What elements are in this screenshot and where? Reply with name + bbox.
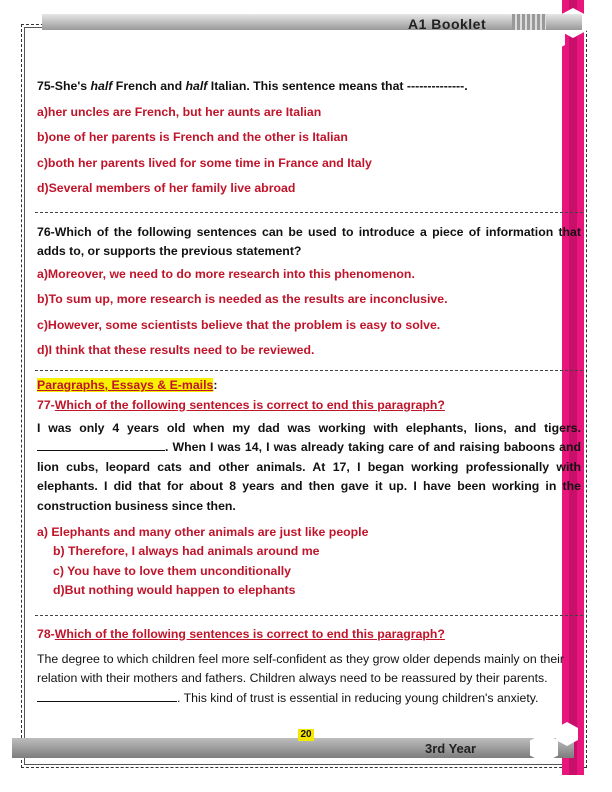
q75-stem: Italian. This sentence means that --------------.	[207, 79, 468, 93]
q78-paragraph-text: . This kind of trust is essential in reducing young children's anxiety.	[177, 690, 539, 705]
q77-paragraph-text: . When I was 14, I was already taking care of and raising baboons and lion cubs, leopard cats and other animals. At 17, I began working professionally with elephants. I did that for about 8 years and then gave it up. I have been working in the construction business since then.	[37, 440, 581, 514]
q78-stem: Which of the following sentences is correct to end this paragraph?	[54, 626, 445, 641]
q77-paragraph	[37, 419, 581, 517]
question-78	[37, 624, 581, 644]
q77-paragraph-text: I was only 4 years old when my dad was working with elephants, lions, and tigers.	[37, 420, 581, 435]
q77-option-d[interactable]: d)But nothing would happen to elephants	[53, 583, 296, 598]
q75-half: half	[90, 79, 113, 93]
q78-paragraph-text: The degree to which children feel more self-confident as they grow older depends mainly on their relation with their mothers and fathers. Children always need to be reassured by their parents.	[37, 651, 565, 686]
q75-option-b[interactable]: b)one of her parents is French and the other is Italian	[37, 130, 348, 144]
q77-option-c[interactable]: c) You have to love them unconditionally	[53, 563, 291, 578]
header-bar	[42, 14, 582, 30]
question-76: 76-Which of the following sentences can be used to introduce a piece of information that adds to, or supports the previous statement?	[37, 224, 581, 259]
q77-stem: Which of the following sentences is correct to end this paragraph?	[54, 397, 445, 412]
q76-option-c[interactable]: c)However, some scientists believe that the problem is easy to solve.	[37, 317, 441, 332]
divider	[35, 615, 583, 616]
q78-paragraph	[37, 650, 581, 709]
q77-number: 77-	[37, 397, 55, 412]
q75-stem: 75-She's	[37, 79, 91, 93]
q76-option-a[interactable]: a)Moreover, we need to do more research into this phenomenon.	[37, 266, 415, 281]
booklet-content	[37, 74, 581, 708]
q75-half: half	[185, 79, 208, 93]
question-77	[37, 395, 581, 415]
q75-stem: French and	[112, 79, 186, 93]
q78-number: 78-	[37, 626, 55, 641]
section-title: Paragraphs, Essays & E-mails	[37, 377, 214, 392]
divider	[35, 212, 583, 213]
q76-option-b[interactable]: b)To sum up, more research is needed as the results are inconclusive.	[37, 292, 448, 307]
divider	[35, 370, 583, 371]
answer-blank[interactable]	[37, 691, 177, 702]
section-heading	[37, 375, 581, 395]
footer-title: 3rd Year	[425, 741, 477, 756]
q77-option-a[interactable]: a) Elephants and many other animals are just like people	[37, 524, 369, 539]
section-colon: :	[213, 377, 218, 392]
page-number: 20	[298, 729, 314, 741]
q75-option-c[interactable]: c)both her parents lived for some time in France and Italy	[37, 155, 372, 170]
footer-bar	[12, 738, 574, 758]
q75-option-a[interactable]: a)her uncles are French, but her aunts are Italian	[37, 104, 322, 119]
header-title: A1 Booklet	[408, 16, 487, 32]
q75-option-d[interactable]: d)Several members of her family live abroad	[37, 181, 296, 195]
answer-blank[interactable]	[37, 440, 165, 451]
question-75	[37, 74, 581, 100]
header	[12, 0, 572, 40]
header-stripes	[512, 14, 546, 30]
q76-option-d[interactable]: d)I think that these results need to be reviewed.	[37, 343, 315, 358]
q77-option-b[interactable]: b) Therefore, I always had animals around me	[53, 544, 320, 559]
